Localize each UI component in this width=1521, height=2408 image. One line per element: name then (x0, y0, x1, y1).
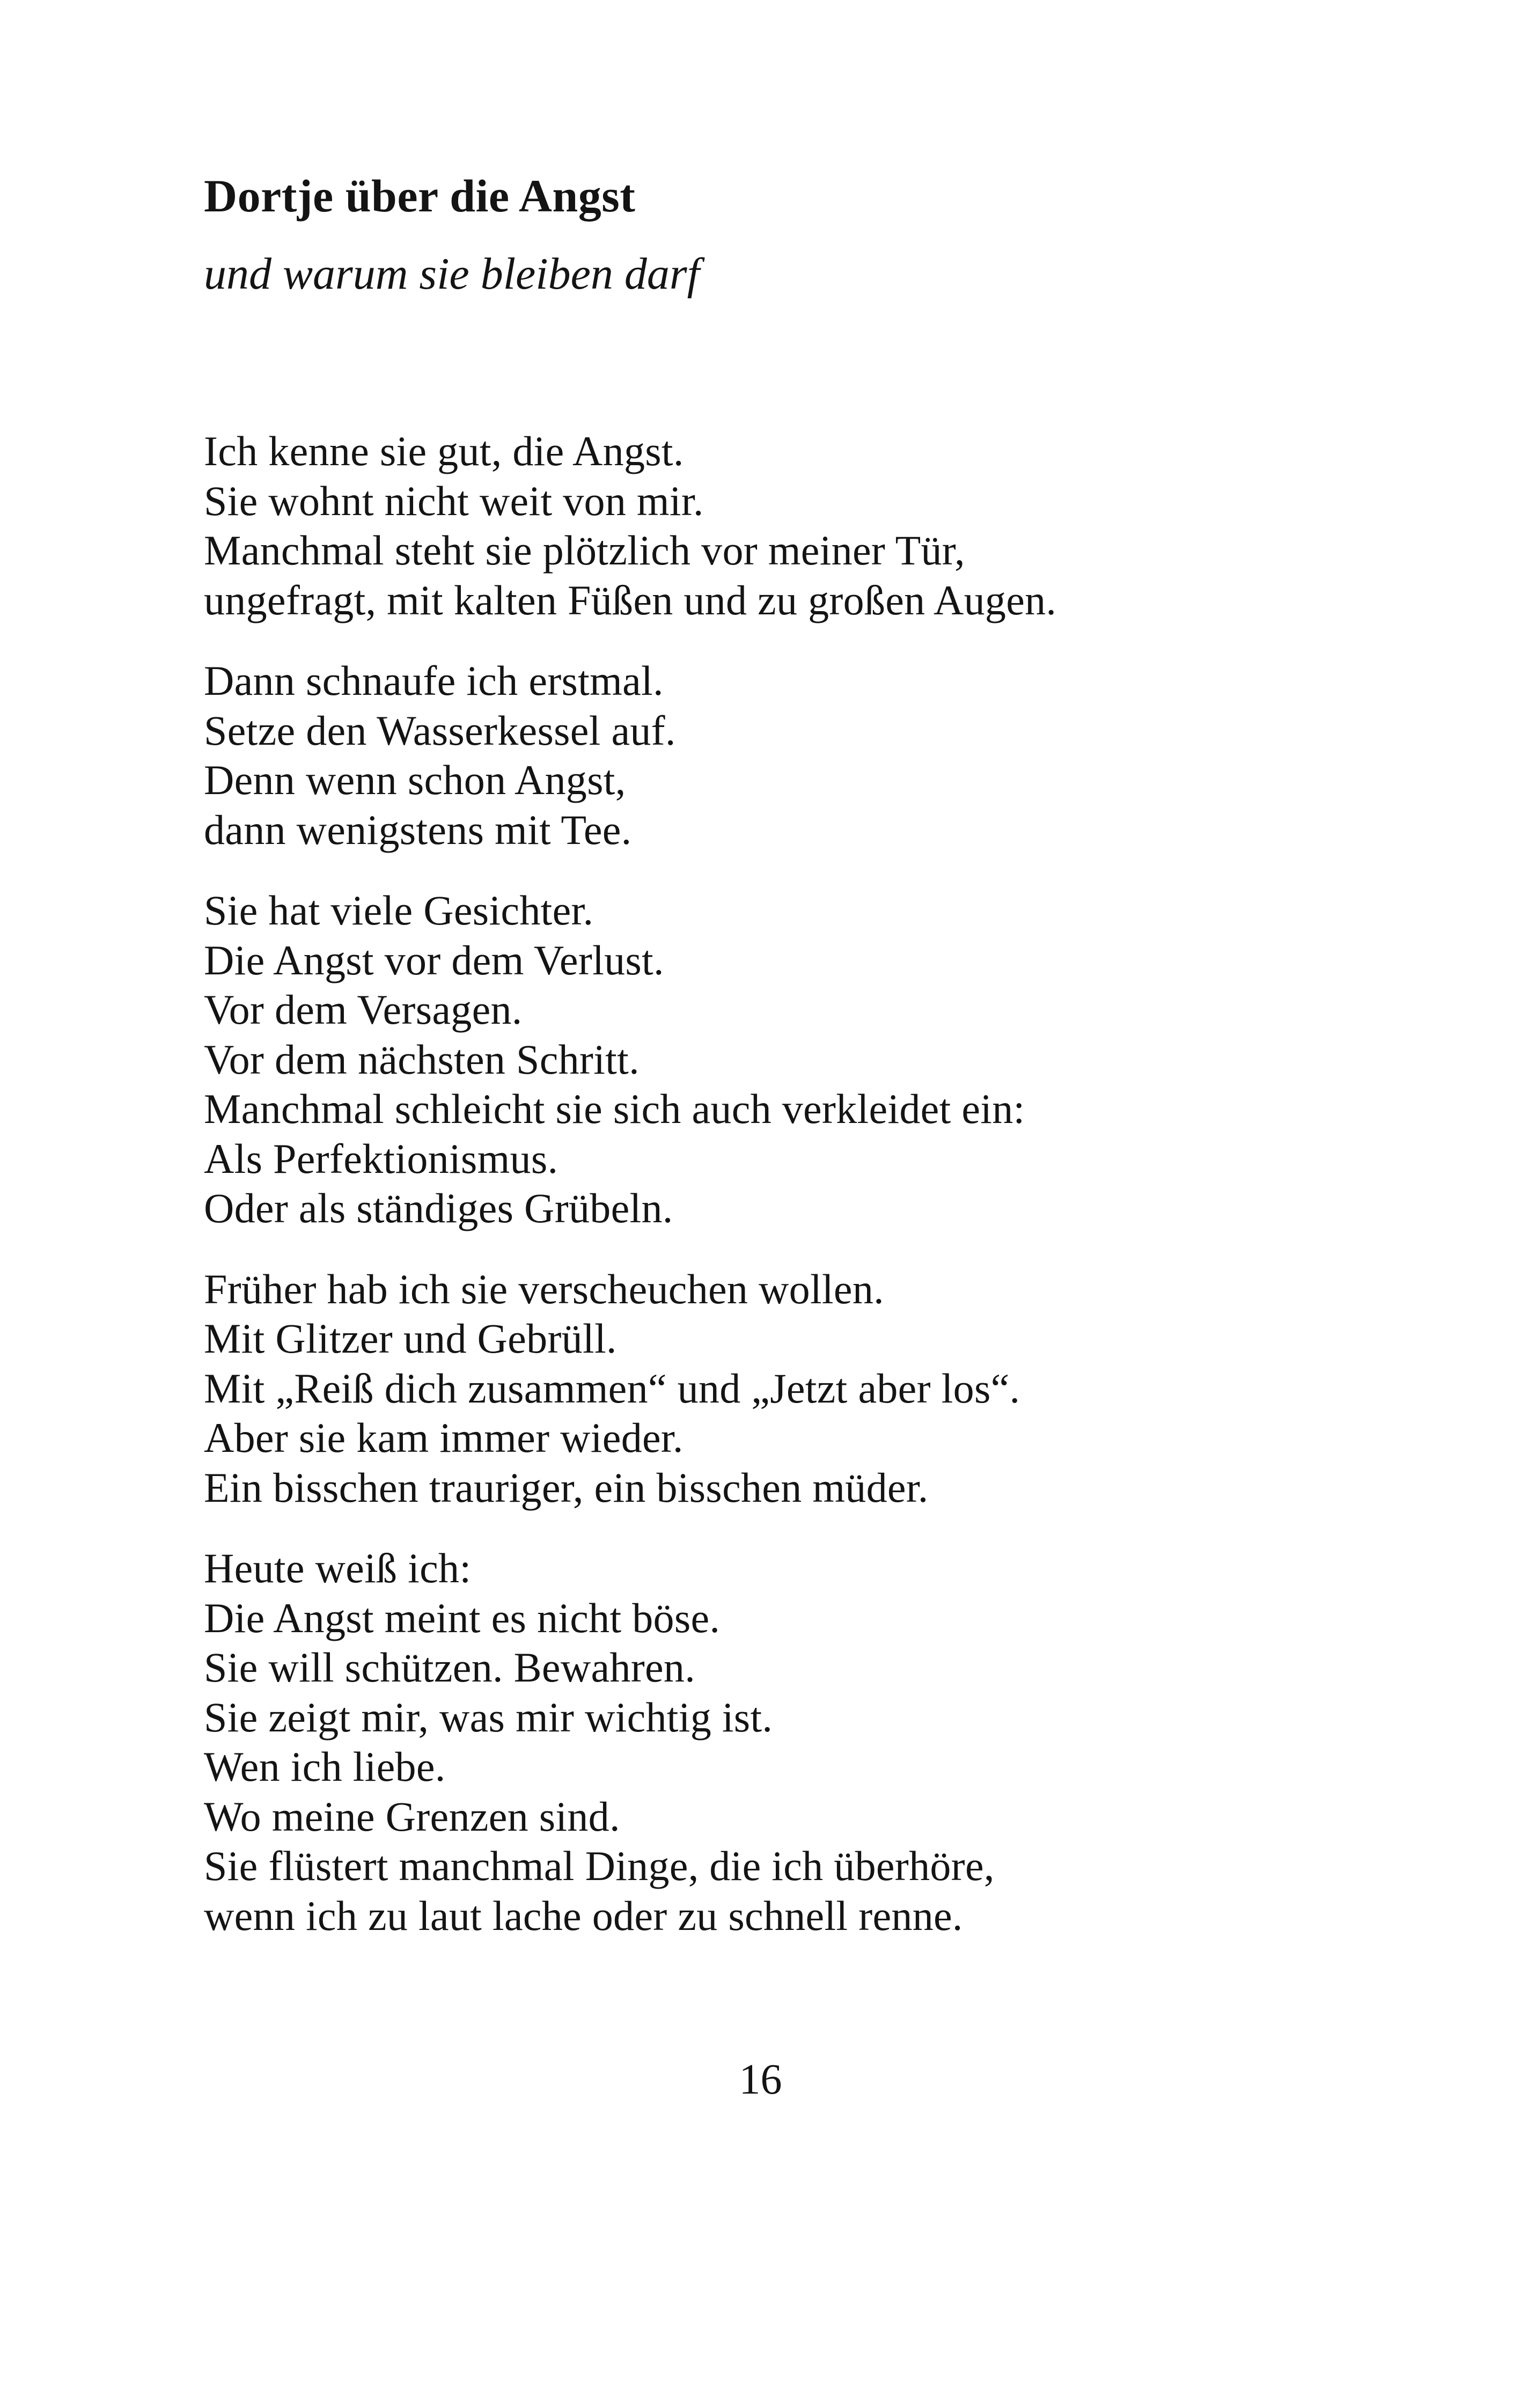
poem-line: Setze den Wasserkessel auf. (204, 707, 676, 754)
poem-line: Heute weiß ich: (204, 1545, 472, 1591)
stanza (204, 427, 1384, 625)
poem-line: Die Angst meint es nicht böse. (204, 1594, 721, 1641)
poem-line: Ich kenne sie gut, die Angst. (204, 428, 684, 474)
poem-line: Wen ich liebe. (204, 1743, 446, 1790)
poem-line: Manchmal schleicht sie sich auch verkleidet ein: (204, 1085, 1025, 1132)
poem-line: Mit Glitzer und Gebrüll. (204, 1315, 617, 1362)
poem-line: Dann schnaufe ich erstmal. (204, 657, 664, 704)
stanza (204, 886, 1384, 1234)
stanza (204, 656, 1384, 855)
poem-line: Die Angst vor dem Verlust. (204, 936, 664, 983)
poem-subtitle: und warum sie bleiben darf (204, 249, 700, 299)
poem-line: Aber sie kam immer wieder. (204, 1414, 684, 1461)
stanza (204, 1544, 1384, 1941)
page-number: 16 (739, 2056, 782, 2103)
poem-line: Vor dem Versagen. (204, 986, 523, 1033)
poem-title: Dortje über die Angst (204, 170, 636, 222)
poem-line: Oder als ständiges Grübeln. (204, 1185, 673, 1231)
poem-line: Denn wenn schon Angst, (204, 757, 626, 803)
poem-line: Ein bisschen trauriger, ein bisschen müder. (204, 1464, 929, 1511)
poem-line: Sie hat viele Gesichter. (204, 887, 594, 934)
poem-line: dann wenigstens mit Tee. (204, 806, 632, 853)
poem-line: Sie flüstert manchmal Dinge, die ich überhöre, (204, 1842, 995, 1889)
poem-line: Mit „Reiß dich zusammen“ und „Jetzt aber los“. (204, 1364, 1020, 1412)
poem-line: Als Perfektionismus. (204, 1135, 559, 1182)
poem-line: Vor dem nächsten Schritt. (204, 1036, 640, 1083)
poem-line: Früher hab ich sie verscheuchen wollen. (204, 1265, 884, 1312)
poem-line: Sie zeigt mir, was mir wichtig ist. (204, 1693, 773, 1741)
poem-line: Manchmal steht sie plötzlich vor meiner Tür, (204, 527, 965, 574)
poem-body (204, 427, 1384, 1972)
poem-line: ungefragt, mit kalten Füßen und zu großen Augen. (204, 576, 1057, 623)
poem-line: Wo meine Grenzen sind. (204, 1793, 620, 1840)
poem-line: Sie will schützen. Bewahren. (204, 1644, 695, 1691)
stanza (204, 1265, 1384, 1513)
poem-line: Sie wohnt nicht weit von mir. (204, 477, 704, 524)
poem-line: wenn ich zu laut lache oder zu schnell renne. (204, 1892, 963, 1939)
